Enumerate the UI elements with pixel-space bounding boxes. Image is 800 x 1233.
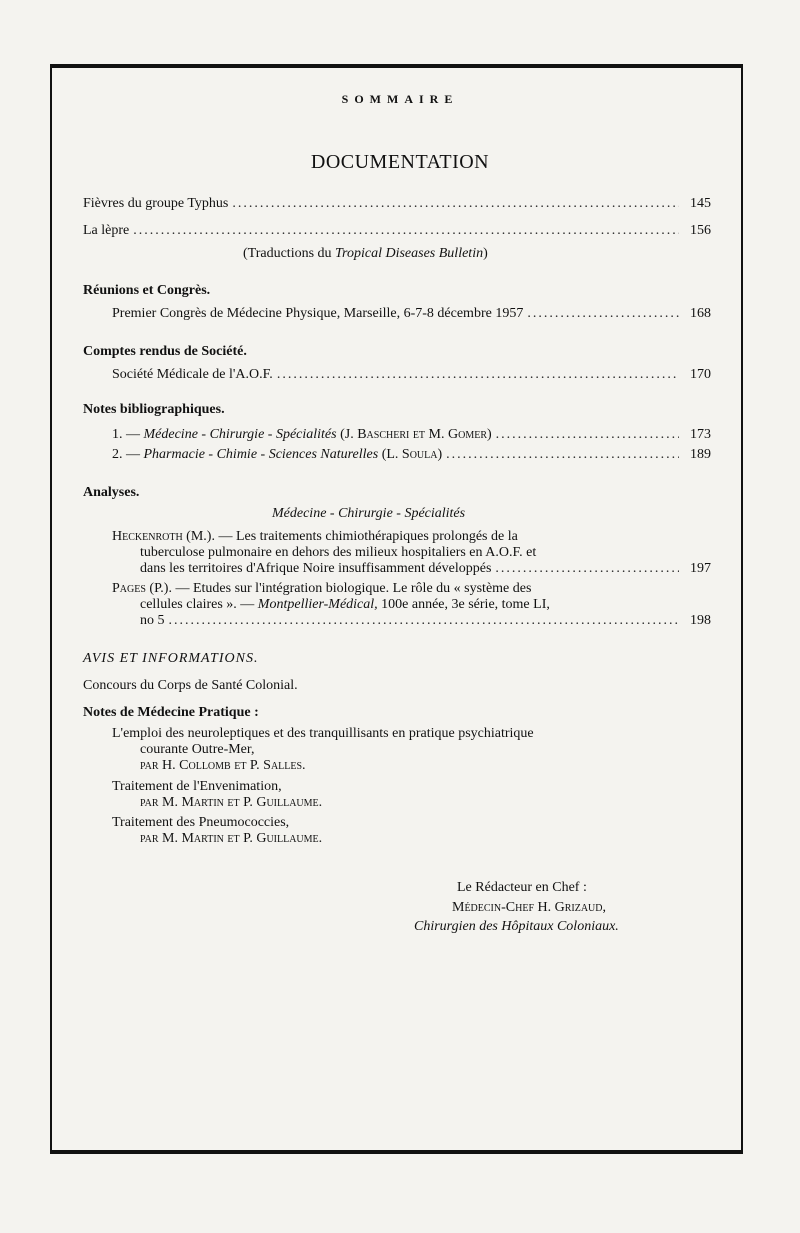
analysis-1-line1: Heckenroth (M.). — Les traitements chimiothérapiques prolongés de la [112,529,518,544]
avis-concours: Concours du Corps de Santé Colonial. [83,678,298,693]
analysis-2-line1: Pages (P.). — Etudes sur l'intégration biologique. Le rôle du « système des [112,581,532,596]
section-heading-analyses: Analyses. [83,485,140,500]
note-pratique-1-line2: courante Outre-Mer, [140,742,255,757]
sommaire-heading: SOMMAIRE [341,92,459,106]
analysis-1-line2: tuberculose pulmonaire en dehors des milieux hospitaliers en A.O.F. et [140,545,537,560]
note-pratique-3-authors: par M. Martin et P. Guillaume. [140,831,323,846]
translation-source: Tropical Diseases Bulletin [335,246,484,261]
toc-entry-societe[interactable] [112,366,711,383]
toc-entry-typhus[interactable] [83,195,711,212]
section-heading-comptes: Comptes rendus de Société. [83,344,247,359]
dot-leader [495,560,679,577]
dot-leader [496,426,679,443]
signature-name: Médecin-Chef H. Grizaud, [452,900,606,915]
toc-entry-congres[interactable] [112,305,711,322]
toc-entry-text: Premier Congrès de Médecine Physique, Marseille, 6-7-8 décembre 1957 [112,306,524,321]
translation-note: (Traductions du Tropical Diseases Bulletin) [243,246,488,261]
toc-entry-text: Fièvres du groupe Typhus [83,196,229,211]
signature-affiliation: Chirurgien des Hôpitaux Coloniaux. [414,919,619,934]
section-heading-reunions: Réunions et Congrès. [83,283,211,298]
toc-page-number: 197 [690,561,711,576]
section-heading-notes-pratique: Notes de Médecine Pratique : [83,705,259,720]
note-pratique-2-authors: par M. Martin et P. Guillaume. [140,795,323,810]
section-heading-avis: AVIS ET INFORMATIONS. [83,651,259,666]
analysis-author: Pages [112,581,146,596]
toc-entry-text: no 5 [140,613,165,628]
page-title: DOCUMENTATION [310,151,490,173]
biblio-authors: (L. Soula) [378,447,443,462]
toc-entry-text: La lèpre [83,223,130,238]
toc-entry-text: dans les territoires d'Afrique Noire insuffisamment développés [140,561,492,576]
toc-entry-biblio-2[interactable]: 2. — Pharmacie - Chimie - Sciences Naturelles (L. Soula) ..... 189 [112,446,711,463]
note-pratique-1-authors: par H. Collomb et P. Salles. [140,758,306,773]
analysis-2-line2: cellules claires ». — Montpellier-Médical, 100e année, 3e série, tome LI, [140,597,550,612]
toc-page-number: 198 [690,613,711,628]
biblio-authors: (J. Bascheri et M. Gomer) [336,427,492,442]
toc-page-number: 168 [690,306,711,321]
dot-leader [446,446,679,463]
section-heading-notes-biblio: Notes bibliographiques. [83,402,225,417]
toc-page-number: 173 [690,427,711,442]
note-pratique-1-line1: L'emploi des neuroleptiques et des tranquillisants en pratique psychiatrique [112,726,534,741]
dot-leader [527,305,679,322]
dot-leader [277,366,679,383]
journal-title: Montpellier-Médical, [257,597,378,612]
toc-page-number: 170 [690,367,711,382]
toc-page-number: 189 [690,447,711,462]
toc-entry-text: Société Médicale de l'A.O.F. [112,367,273,382]
toc-page-number: 145 [690,196,711,211]
toc-page-number: 156 [690,223,711,238]
biblio-title: Médecine - Chirurgie - Spécialités [143,427,337,442]
analysis-author: Heckenroth [112,529,183,544]
signature-title: Le Rédacteur en Chef : [457,880,587,895]
toc-entry-biblio-1[interactable]: 1. — Médecine - Chirurgie - Spécialités (J. Bascheri et M. Gomer) ..... 173 [112,426,711,443]
dot-leader [169,612,680,629]
note-pratique-3-line1: Traitement des Pneumococcies, [112,815,290,830]
analyses-subheading: Médecine - Chirurgie - Spécialités [272,506,466,521]
biblio-title: Pharmacie - Chimie - Sciences Naturelles [143,447,379,462]
toc-entry-analysis-1[interactable] [140,560,711,577]
dot-leader [232,195,679,212]
toc-entry-lepre[interactable] [83,222,711,239]
note-pratique-2-line1: Traitement de l'Envenimation, [112,779,282,794]
toc-entry-analysis-2[interactable] [140,612,711,629]
dot-leader [133,222,679,239]
